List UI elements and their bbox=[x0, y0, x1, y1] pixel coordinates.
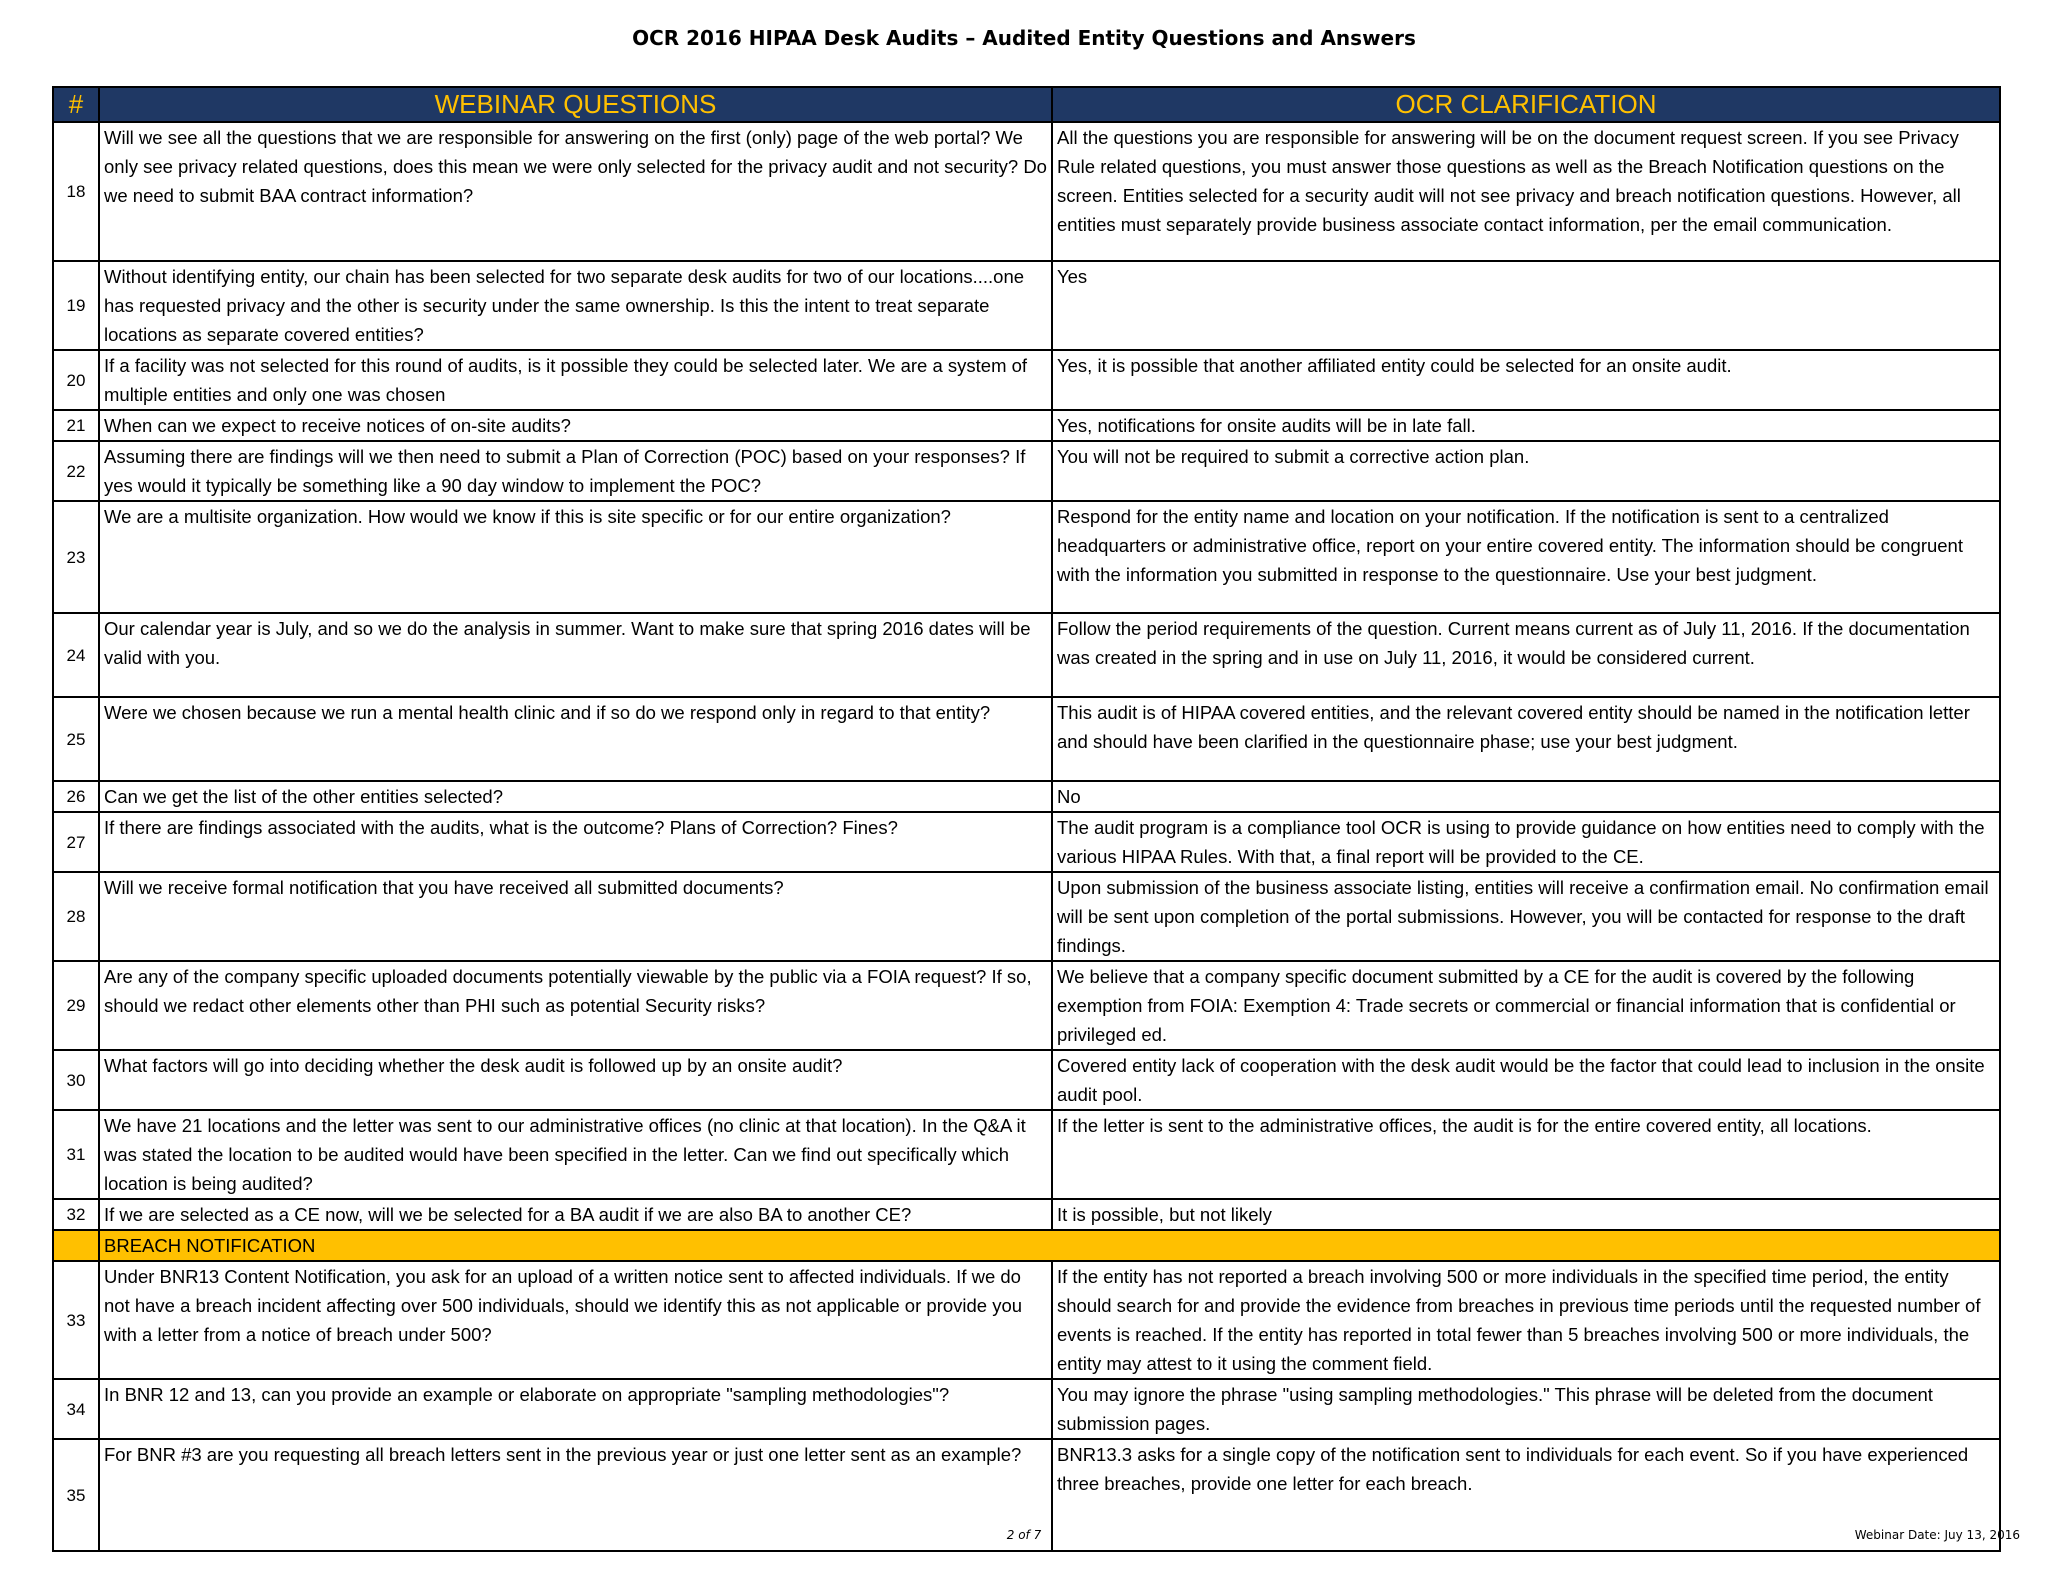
table-row bbox=[53, 872, 2000, 961]
question-cell: When can we expect to receive notices of on-site audits? bbox=[99, 410, 1052, 441]
row-number: 23 bbox=[53, 501, 99, 613]
row-number: 31 bbox=[53, 1110, 99, 1199]
section-num-cell bbox=[53, 1230, 99, 1261]
header-webinar-questions: WEBINAR QUESTIONS bbox=[99, 87, 1052, 122]
row-number: 18 bbox=[53, 122, 99, 261]
answer-cell: All the questions you are responsible for answering will be on the document request screen. If you see Privacy Rule related questions, you must answer those questions as well as the Breach Notification questions on the screen. Entities selected for a security audit will not see privacy and breach notification questions. However, all entities must separately provide business associate contact information, per the email communication. bbox=[1052, 122, 2000, 261]
row-number: 22 bbox=[53, 441, 99, 501]
question-cell: If there are findings associated with the audits, what is the outcome? Plans of Correction? Fines? bbox=[99, 812, 1052, 872]
table-row bbox=[53, 410, 2000, 441]
answer-cell: Yes, it is possible that another affiliated entity could be selected for an onsite audit. bbox=[1052, 350, 2000, 410]
webinar-date: Webinar Date: Juy 13, 2016 bbox=[1854, 1528, 2020, 1542]
row-number: 19 bbox=[53, 261, 99, 350]
table-row bbox=[53, 501, 2000, 613]
answer-cell: Yes, notifications for onsite audits will be in late fall. bbox=[1052, 410, 2000, 441]
question-cell: What factors will go into deciding whether the desk audit is followed up by an onsite audit? bbox=[99, 1050, 1052, 1110]
answer-cell: Upon submission of the business associate listing, entities will receive a confirmation email. No confirmation email will be sent upon completion of the portal submissions. However, you will be contacted for response to the draft findings. bbox=[1052, 872, 2000, 961]
question-cell: We have 21 locations and the letter was sent to our administrative offices (no clinic at that location). In the Q&A it was stated the location to be audited would have been specified in the letter. Can we find out specifically which location is being audited? bbox=[99, 1110, 1052, 1199]
question-cell: Are any of the company specific uploaded documents potentially viewable by the public via a FOIA request? If so, should we redact other elements other than PHI such as potential Security risks? bbox=[99, 961, 1052, 1050]
row-number: 21 bbox=[53, 410, 99, 441]
row-number: 32 bbox=[53, 1199, 99, 1230]
table-row bbox=[53, 781, 2000, 812]
row-number: 26 bbox=[53, 781, 99, 812]
answer-cell: Yes bbox=[1052, 261, 2000, 350]
table-row bbox=[53, 1261, 2000, 1379]
answer-cell: No bbox=[1052, 781, 2000, 812]
row-number: 34 bbox=[53, 1379, 99, 1439]
table-row bbox=[53, 613, 2000, 697]
table-row bbox=[53, 122, 2000, 261]
answer-cell: Respond for the entity name and location on your notification. If the notification is sent to a centralized headquarters or administrative office, report on your entire covered entity. The information should be congruent with the information you submitted in response to the questionnaire. Use your best judgment. bbox=[1052, 501, 2000, 613]
question-cell: Under BNR13 Content Notification, you ask for an upload of a written notice sent to affected individuals. If we do not have a breach incident affecting over 500 individuals, should we identify this as not applicable or provide you with a letter from a notice of breach under 500? bbox=[99, 1261, 1052, 1379]
row-number: 24 bbox=[53, 613, 99, 697]
question-cell: Were we chosen because we run a mental health clinic and if so do we respond only in regard to that entity? bbox=[99, 697, 1052, 781]
answer-cell: If the letter is sent to the administrative offices, the audit is for the entire covered entity, all locations. bbox=[1052, 1110, 2000, 1199]
page-title: OCR 2016 HIPAA Desk Audits – Audited Entity Questions and Answers bbox=[632, 26, 1416, 50]
answer-cell: Follow the period requirements of the question. Current means current as of July 11, 2016. If the documentation was created in the spring and in use on July 11, 2016, it would be considered current. bbox=[1052, 613, 2000, 697]
question-cell: Will we receive formal notification that you have received all submitted documents? bbox=[99, 872, 1052, 961]
answer-cell: If the entity has not reported a breach involving 500 or more individuals in the specified time period, the entity should search for and provide the evidence from breaches in previous time periods until the requested number of events is reached. If the entity has reported in total fewer than 5 breaches involving 500 or more individuals, the entity may attest to it using the comment field. bbox=[1052, 1261, 2000, 1379]
question-cell: Will we see all the questions that we are responsible for answering on the first (only) page of the web portal? We only see privacy related questions, does this mean we were only selected for the privacy audit and not security? Do we need to submit BAA contract information? bbox=[99, 122, 1052, 261]
question-cell: In BNR 12 and 13, can you provide an example or elaborate on appropriate "sampling methodologies"? bbox=[99, 1379, 1052, 1439]
row-number: 25 bbox=[53, 697, 99, 781]
question-cell: If we are selected as a CE now, will we be selected for a BA audit if we are also BA to another CE? bbox=[99, 1199, 1052, 1230]
table-row bbox=[53, 441, 2000, 501]
answer-cell: You will not be required to submit a corrective action plan. bbox=[1052, 441, 2000, 501]
table-row bbox=[53, 261, 2000, 350]
row-number: 20 bbox=[53, 350, 99, 410]
table-row bbox=[53, 697, 2000, 781]
question-cell: Can we get the list of the other entities selected? bbox=[99, 781, 1052, 812]
answer-cell: The audit program is a compliance tool OCR is using to provide guidance on how entities need to comply with the various HIPAA Rules. With that, a final report will be provided to the CE. bbox=[1052, 812, 2000, 872]
row-number: 33 bbox=[53, 1261, 99, 1379]
answer-cell: We believe that a company specific document submitted by a CE for the audit is covered by the following exemption from FOIA: Exemption 4: Trade secrets or commercial or financial information that is confidential or privileged ed. bbox=[1052, 961, 2000, 1050]
table-row bbox=[53, 1110, 2000, 1199]
answer-cell: BNR13.3 asks for a single copy of the notification sent to individuals for each event. So if you have experienced three breaches, provide one letter for each breach. bbox=[1052, 1439, 2000, 1551]
header-num: # bbox=[53, 87, 99, 122]
table-row bbox=[53, 1050, 2000, 1110]
question-cell: For BNR #3 are you requesting all breach letters sent in the previous year or just one letter sent as an example? bbox=[99, 1439, 1052, 1551]
question-cell: Assuming there are findings will we then need to submit a Plan of Correction (POC) based on your responses? If yes would it typically be something like a 90 day window to implement the POC? bbox=[99, 441, 1052, 501]
page-number: 2 of 7 bbox=[1006, 1528, 1042, 1542]
row-number: 30 bbox=[53, 1050, 99, 1110]
header-ocr-clarification: OCR CLARIFICATION bbox=[1052, 87, 2000, 122]
table-row bbox=[53, 812, 2000, 872]
table-row bbox=[53, 350, 2000, 410]
table-row bbox=[53, 961, 2000, 1050]
qa-table bbox=[52, 86, 2001, 1552]
section-row-breach-notification bbox=[53, 1230, 2000, 1261]
header-row bbox=[53, 87, 2000, 122]
row-number: 28 bbox=[53, 872, 99, 961]
question-cell: Without identifying entity, our chain has been selected for two separate desk audits for two of our locations....one has requested privacy and the other is security under the same ownership. Is this the intent to treat separate locations as separate covered entities? bbox=[99, 261, 1052, 350]
question-cell: If a facility was not selected for this round of audits, is it possible they could be selected later. We are a system of multiple entities and only one was chosen bbox=[99, 350, 1052, 410]
section-label: BREACH NOTIFICATION bbox=[99, 1230, 2000, 1261]
table-row bbox=[53, 1379, 2000, 1439]
answer-cell: You may ignore the phrase "using sampling methodologies." This phrase will be deleted from the document submission pages. bbox=[1052, 1379, 2000, 1439]
row-number: 35 bbox=[53, 1439, 99, 1551]
answer-cell: Covered entity lack of cooperation with the desk audit would be the factor that could lead to inclusion in the onsite audit pool. bbox=[1052, 1050, 2000, 1110]
row-number: 29 bbox=[53, 961, 99, 1050]
answer-cell: This audit is of HIPAA covered entities, and the relevant covered entity should be named in the notification letter and should have been clarified in the questionnaire phase; use your best judgment. bbox=[1052, 697, 2000, 781]
row-number: 27 bbox=[53, 812, 99, 872]
answer-cell: It is possible, but not likely bbox=[1052, 1199, 2000, 1230]
question-cell: We are a multisite organization. How would we know if this is site specific or for our entire organization? bbox=[99, 501, 1052, 613]
question-cell: Our calendar year is July, and so we do the analysis in summer. Want to make sure that spring 2016 dates will be valid with you. bbox=[99, 613, 1052, 697]
table-row bbox=[53, 1199, 2000, 1230]
